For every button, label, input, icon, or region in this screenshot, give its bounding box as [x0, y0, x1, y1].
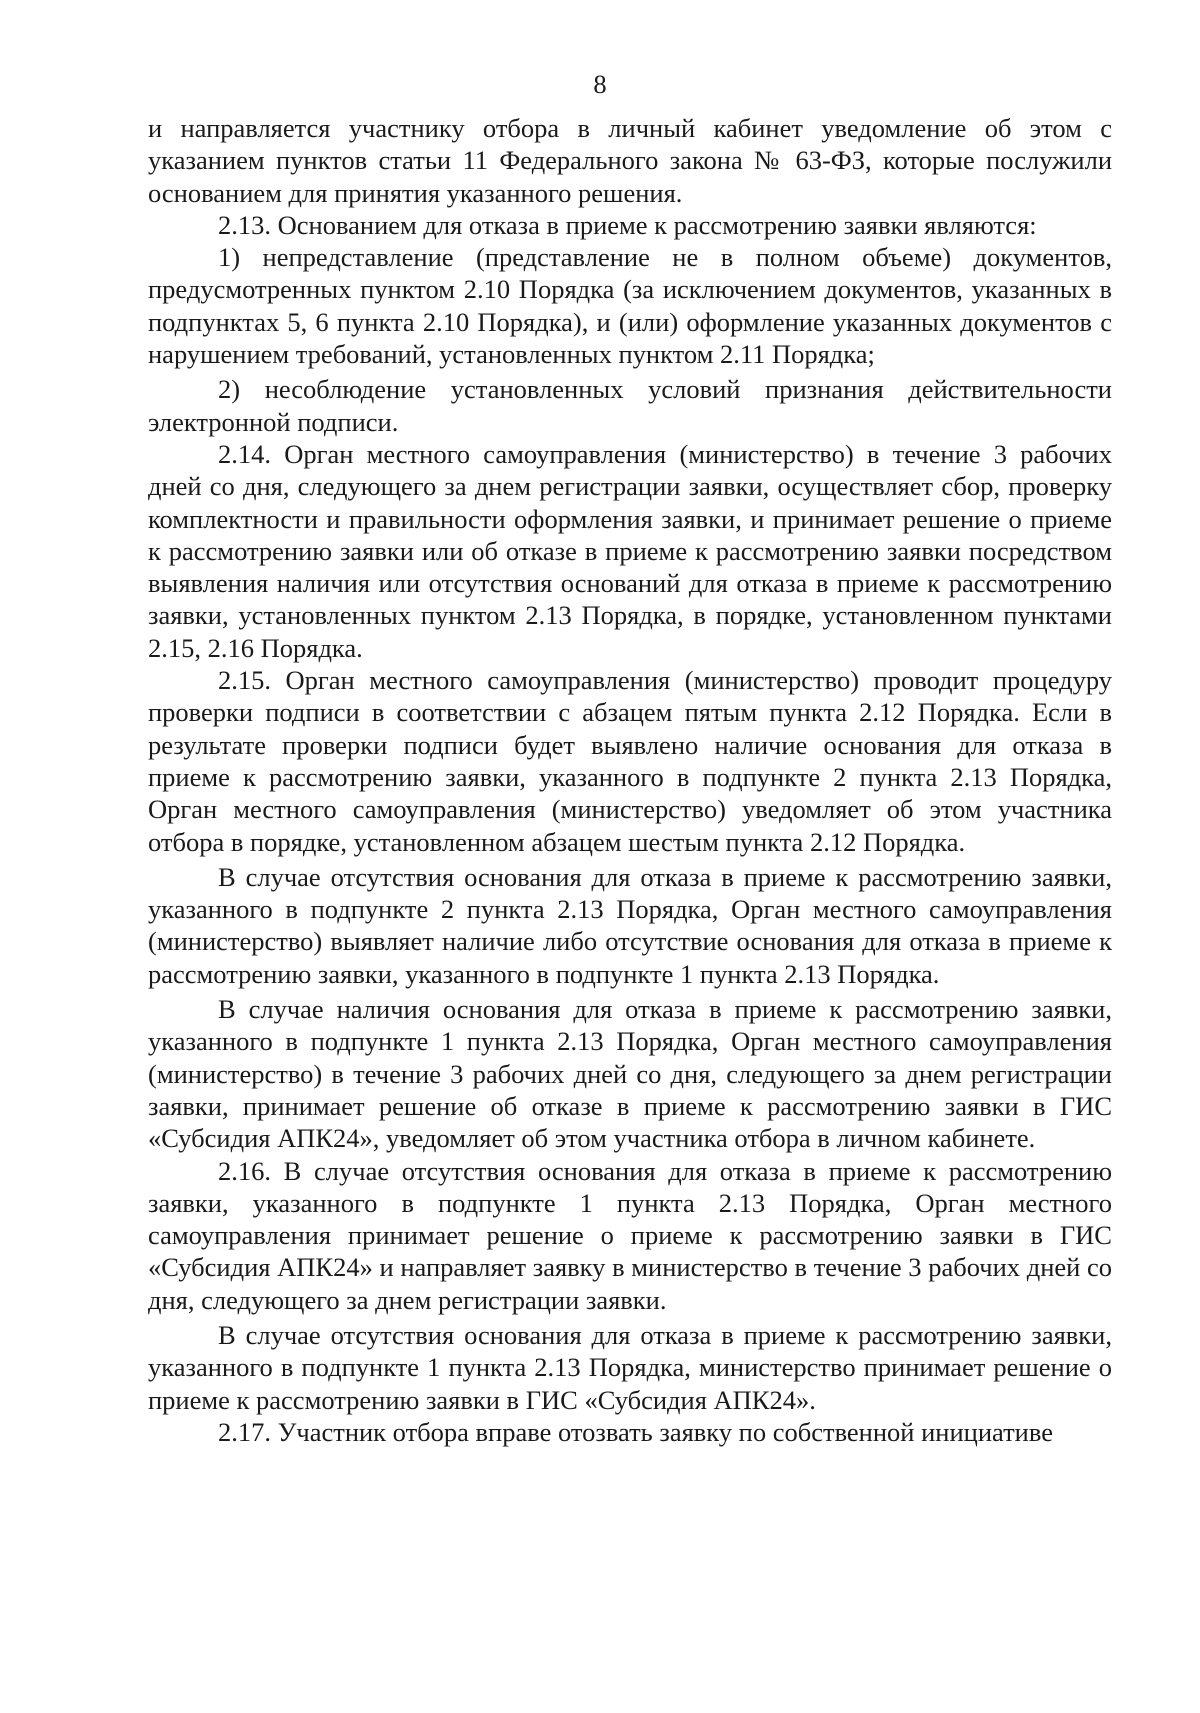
list-item-1: 1) непредставление (представление не в полном объеме) документов, предусмотренных пунктом 2.10 Порядка (за исключением документов, указанных в подпунктах 5, 6 пункта 2.10 Порядка), и (или) оформление указанных документов с нарушением требований, установленных пунктом 2.11 Порядка;: [148, 242, 1112, 370]
page-number: 8: [593, 69, 607, 99]
paragraph-2-15-case-presence: В случае наличия основания для отказа в приеме к рассмотрению заявки, указанного в подпункте 1 пункта 2.13 Порядка, Орган местного самоуправления (министерство) в течение 3 рабочих дней со дня, следующего за днем регистрации заявки, принимает решение об отказе в приеме к рассмотрению заявки в ГИС «Субсидия АПК24», уведомляет об этом участника отбора в личном кабинете.: [148, 994, 1112, 1154]
paragraph-2-17: 2.17. Участник отбора вправе отозвать заявку по собственной инициативе: [218, 1416, 1053, 1447]
paragraph-2-15-case-absence: В случае отсутствия основания для отказа в приеме к рассмотрению заявки, указанного в подпункте 2 пункта 2.13 Порядка, Орган местного самоуправления (министерство) выявляет наличие либо отсутствие основания для отказа в приеме к рассмотрению заявки, указанного в подпункте 1 пункта 2.13 Порядка.: [148, 861, 1112, 989]
paragraph-2-13: 2.13. Основанием для отказа в приеме к рассмотрению заявки являются:: [218, 209, 1037, 240]
paragraph-2-14: 2.14. Орган местного самоуправления (министерство) в течение 3 рабочих дней со дня, следующего за днем регистрации заявки, осуществляет сбор, проверку комплектности и правильности оформления заявки, и принимает решение о приеме к рассмотрению заявки или об отказе в приеме к рассмотрению заявки посредством выявления наличия или отсутствия оснований для отказа в приеме к рассмотрению заявки, установленных пунктом 2.13 Порядка, в порядке, установленном пунктами 2.15, 2.16 Порядка.: [148, 438, 1112, 663]
list-item-2: 2) несоблюдение установленных условий признания действительности электронной подписи.: [148, 374, 1112, 437]
paragraph-continuation: и направляется участнику отбора в личный кабинет уведомление об этом с указанием пунктов статьи 11 Федерального закона № 63-ФЗ, которые послужили основанием для принятия указанного решения.: [148, 113, 1112, 208]
paragraph-2-15: 2.15. Орган местного самоуправления (министерство) проводит процедуру проверки подписи в соответствии с абзацем пятым пункта 2.12 Порядка. Если в результате проверки подписи будет выявлено наличие основания для отказа в приеме к рассмотрению заявки, указанного в подпункте 2 пункта 2.13 Порядка, Орган местного самоуправления (министерство) уведомляет об этом участника отбора в порядке, установленном абзацем шестым пункта 2.12 Порядка.: [148, 665, 1112, 857]
paragraph-2-16-ministry: В случае отсутствия основания для отказа в приеме к рассмотрению заявки, указанного в подпункте 1 пункта 2.13 Порядка, министерство принимает решение о приеме к рассмотрению заявки в ГИС «Субсидия АПК24».: [148, 1319, 1112, 1415]
document-body: [148, 112, 1112, 1448]
paragraph-2-16: 2.16. В случае отсутствия основания для отказа в приеме к рассмотрению заявки, указанного в подпункте 1 пункта 2.13 Порядка, Орган местного самоуправления принимает решение о приеме к рассмотрению заявки в ГИС «Субсидия АПК24» и направляет заявку в министерство в течение 3 рабочих дней со дня, следующего за днем регистрации заявки.: [148, 1155, 1112, 1315]
